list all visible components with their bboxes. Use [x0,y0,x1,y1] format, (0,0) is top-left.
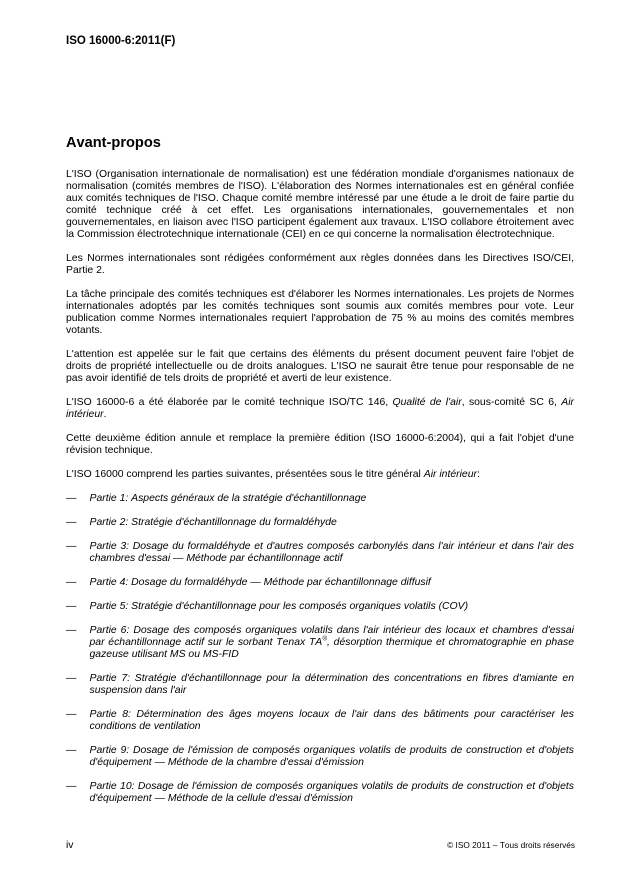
foreword-body [66,169,574,817]
part-title: Partie 1: Aspects généraux de la stratégie d'échantillonnage [89,493,367,504]
list-item-part-1 [66,493,574,505]
list-dash: — [66,493,77,504]
paragraph-patent-rights: L'attention est appelée sur le fait que certains des éléments du présent document peuvent faire l'objet de droits de propriété intellectuelle ou de droits analogues. L'ISO ne saurait être tenue pour responsable de ne pas avoir identifié de tels droits de propriété et averti de leur existence. [66,349,574,384]
list-item-part-8 [66,709,574,733]
list-dash: — [66,745,77,756]
part-title-text-end: , désorption thermique et chromatographie en phase gazeuse utilisant MS ou MS-FID [89,637,574,660]
list-item-part-6 [66,625,574,661]
list-item-part-3 [66,541,574,565]
part-title: Partie 3: Dosage du formaldéhyde et d'autres composés carbonylés dans l'air intérieur et dans l'air des chambres d'essai — Méthode par échantillonnage actif [89,541,574,564]
registered-trademark-mark: ® [322,635,328,643]
list-item-part-4 [66,577,574,589]
prepared-by-text: L'ISO 16000-6 a été élaborée par le comité technique ISO/TC 146, [66,397,393,408]
list-item-part-2 [66,517,574,529]
committee-title: Qualité de l'air [392,397,462,408]
list-item-part-9 [66,745,574,769]
part-title: Partie 9: Dosage de l'émission de composés organiques volatils de produits de construction et d'objets d'équipement — Méthode de la chambre d'essai d'émission [89,745,574,768]
series-title: Air intérieur [423,469,477,480]
copyright-notice: © ISO 2011 – Tous droits réservés [447,840,575,850]
paragraph-prepared-by [66,397,574,421]
list-dash: — [66,577,77,588]
part-title: Partie 8: Détermination des âges moyens locaux de l'air dans des bâtiments pour caractériser les conditions de ventilation [89,709,574,732]
part-title: Partie 2: Stratégie d'échantillonnage du formaldéhyde [89,517,337,528]
list-item-part-5 [66,601,574,613]
paragraph-directives: Les Normes internationales sont rédigées conformément aux règles données dans les Directives ISO/CEI, Partie 2. [66,253,574,276]
part-title-text: Partie 6: Dosage des composés organiques volatils dans l'air intérieur des locaux et chambres d'essai par échantillonnage actif sur le sorbant Tenax TA [89,625,574,648]
part-title: Partie 5: Stratégie d'échantillonnage pour les composés organiques volatils (COV) [89,601,469,612]
prepared-by-end: . [103,409,107,420]
paragraph-edition: Cette deuxième édition annule et remplace la première édition (ISO 16000-6:2004), qui a fait l'objet d'une révision technique. [66,433,574,456]
list-dash: — [66,625,77,636]
list-dash: — [66,541,77,552]
paragraph-iso-organisation: L'ISO (Organisation internationale de normalisation) est une fédération mondiale d'organismes nationaux de normalisation (comités membres de l'ISO). L'élaboration des Normes internationales est en général confiée aux comités techniques de l'ISO. Chaque comité membre intéressé par une étude a le droit de faire partie du comité technique créé à cet effet. Les organisations internationales, gouvernementales et non gouvernementales, en liaison avec l'ISO participent également aux travaux. L'ISO collabore étroitement avec la Commission électrotechnique internationale (CEI) en ce qui concerne la normalisation électrotechnique. [66,169,574,240]
part-title [90,625,575,661]
list-item-part-7 [66,673,574,697]
paragraph-parts-intro [66,469,574,481]
page-number: iv [66,840,74,851]
part-title: Partie 10: Dosage de l'émission de composés organiques volatils de produits de construction et d'objets d'équipement — Méthode de la cellule d'essai d'émission [89,781,574,804]
part-title: Partie 7: Stratégie d'échantillonnage pour la détermination des concentrations en fibres d'amiante en suspension dans l'air [89,673,574,696]
list-dash: — [66,709,77,720]
parts-intro-text: L'ISO 16000 comprend les parties suivantes, présentées sous le titre général [66,469,424,480]
list-dash: — [66,517,77,528]
parts-intro-end: : [476,469,480,480]
list-dash: — [66,673,77,684]
subcommittee-text: , sous-comité SC 6, [461,397,562,408]
page-footer [66,839,575,852]
subcommittee-title: Air intérieur [66,397,574,420]
parts-list [66,493,574,805]
list-item-part-10 [66,781,574,805]
list-dash: — [66,781,77,792]
foreword-heading: Avant-propos [66,135,161,151]
list-dash: — [66,601,77,612]
part-title: Partie 4: Dosage du formaldéhyde — Méthode par échantillonnage diffusif [89,577,431,588]
paragraph-technical-committees: La tâche principale des comités techniques est d'élaborer les Normes internationales. Les projets de Normes internationales adoptés par les comités techniques sont soumis aux comités membres pour vote. Leur publication comme Normes internationales requiert l'approbation de 75 % au moins des comités membres votants. [66,289,574,336]
document-identifier: ISO 16000-6:2011(F) [66,35,176,47]
